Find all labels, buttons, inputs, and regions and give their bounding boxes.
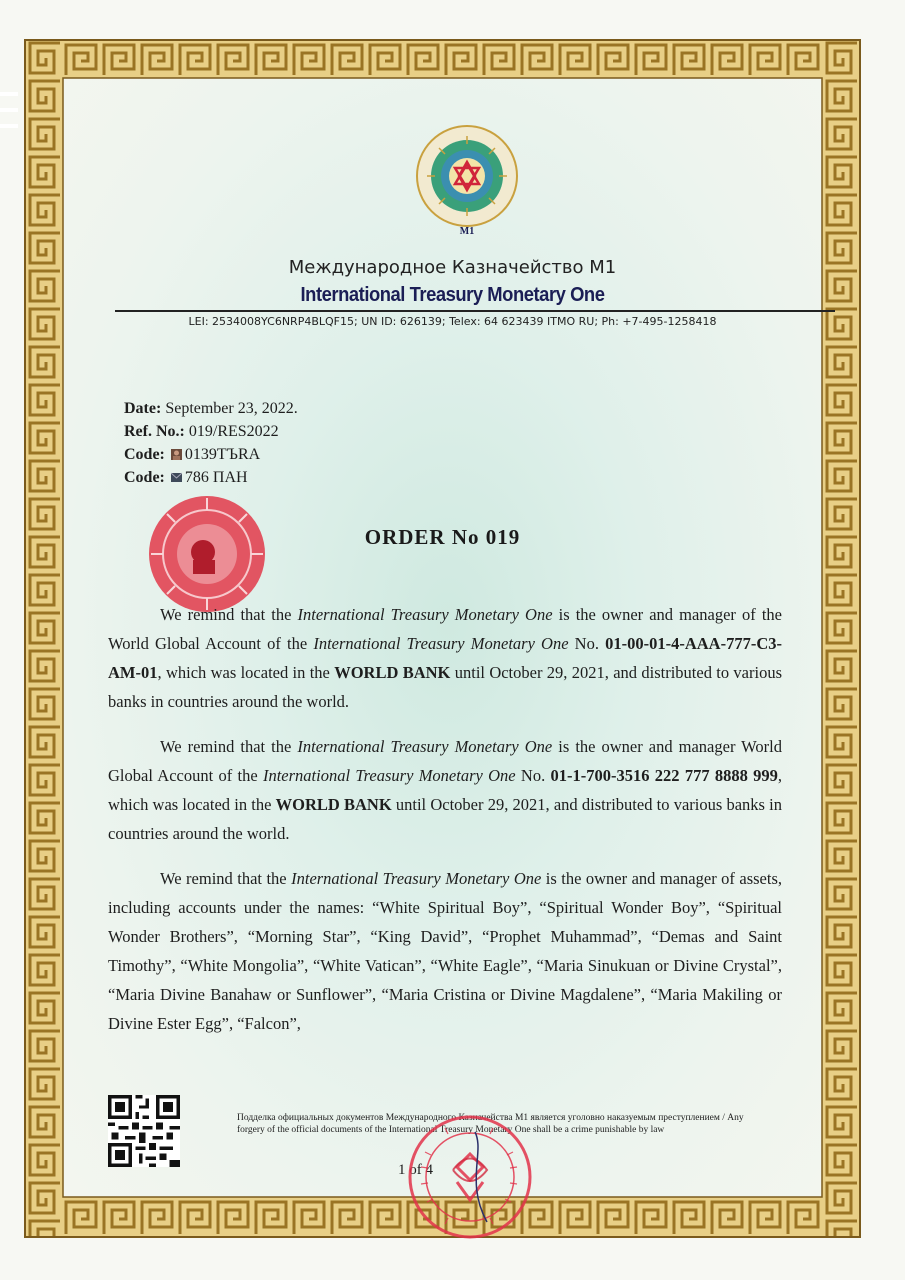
svg-text:M1: M1 [459,226,475,237]
title-english: International Treasury Monetary One [300,284,605,306]
ref-value: 019/RES2022 [188,423,279,440]
code-line-1: Code: 0139ТЪRA [124,446,261,463]
paragraph-1: We remind that the International Treasury Monetary One is the owner and manager of the World Global Account of the International Treasury Monetary One No. 01-00-01-4-AAA-777-C3-AM-01, which was located in the WORLD BANK until October 29, 2021, and distributed to various banks in countries around the world. [108,605,783,711]
treasury-emblem [415,120,519,238]
portrait-icon [171,449,182,460]
code2-value: 786 ПАН [184,469,248,486]
code1-value: 0139ТЪRA [184,446,261,463]
round-seal-stamp [405,1112,535,1242]
qr-code [108,1095,180,1167]
account-number-2: 01-1-700-3516 222 777 8888 999 [550,766,778,785]
order-body [108,600,782,1054]
meta-block [124,397,298,489]
account-number-1: 01-00-01-4-AAA-777-C3-AM-01 [108,634,782,682]
order-title: ORDER No 019 [364,525,521,549]
title-rule [115,310,835,312]
red-seal-stamp [145,492,270,617]
envelope-icon [171,472,182,483]
page-number: 1 of 4 [398,1162,433,1178]
date-line: Date: September 23, 2022. [124,400,298,417]
identifiers-line: LEI: 2534008YC6NRP4BLQF15; UN ID: 626139; Telex: 64 623439 ITMO RU; Ph: +7-495-1258418 [188,315,717,328]
date-value: September 23, 2022. [165,400,298,417]
scan-edge-marks [0,92,18,140]
title-russian: Международное Казначейство М1 [288,257,617,278]
ref-line: Ref. No.: 019/RES2022 [124,423,279,440]
code-line-2: Code: 786 ПАН [124,469,248,486]
paragraph-2: We remind that the International Treasury Monetary One is the owner and manager World Global Account of the International Treasury Monetary One No. 01-1-700-3516 222 777 8888 999, which was located in the WORLD BANK until October 29, 2021, and distributed to various banks in countries around the world. [108,737,783,843]
forgery-notice: Подделка официальных документов Международного Казначейства М1 является уголовно наказуемым преступлением / Any forgery of the official documents of the International Treasury Monetary One shall be a crime punishable by law [237,1113,744,1135]
paragraph-3: We remind that the International Treasury Monetary One is the owner and manager of assets, including accounts under the names: “White Spiritual Boy”, “Spiritual Wonder Boy”, “Spiritual Wonder Brothers”, “Morning Star”, “King David”, “Prophet Muhammad”, “Demas and Saint Timothy”, “White Mongolia”, “White Vatican”, “White Eagle”, “Maria Sinukuan or Divine Crystal”, “Maria Divine Banahaw or Sunflower”, “Maria Cristina or Divine Magdalene”, “Maria Makiling or Divine Ester Egg”, “Falcon”, [108,869,783,1033]
